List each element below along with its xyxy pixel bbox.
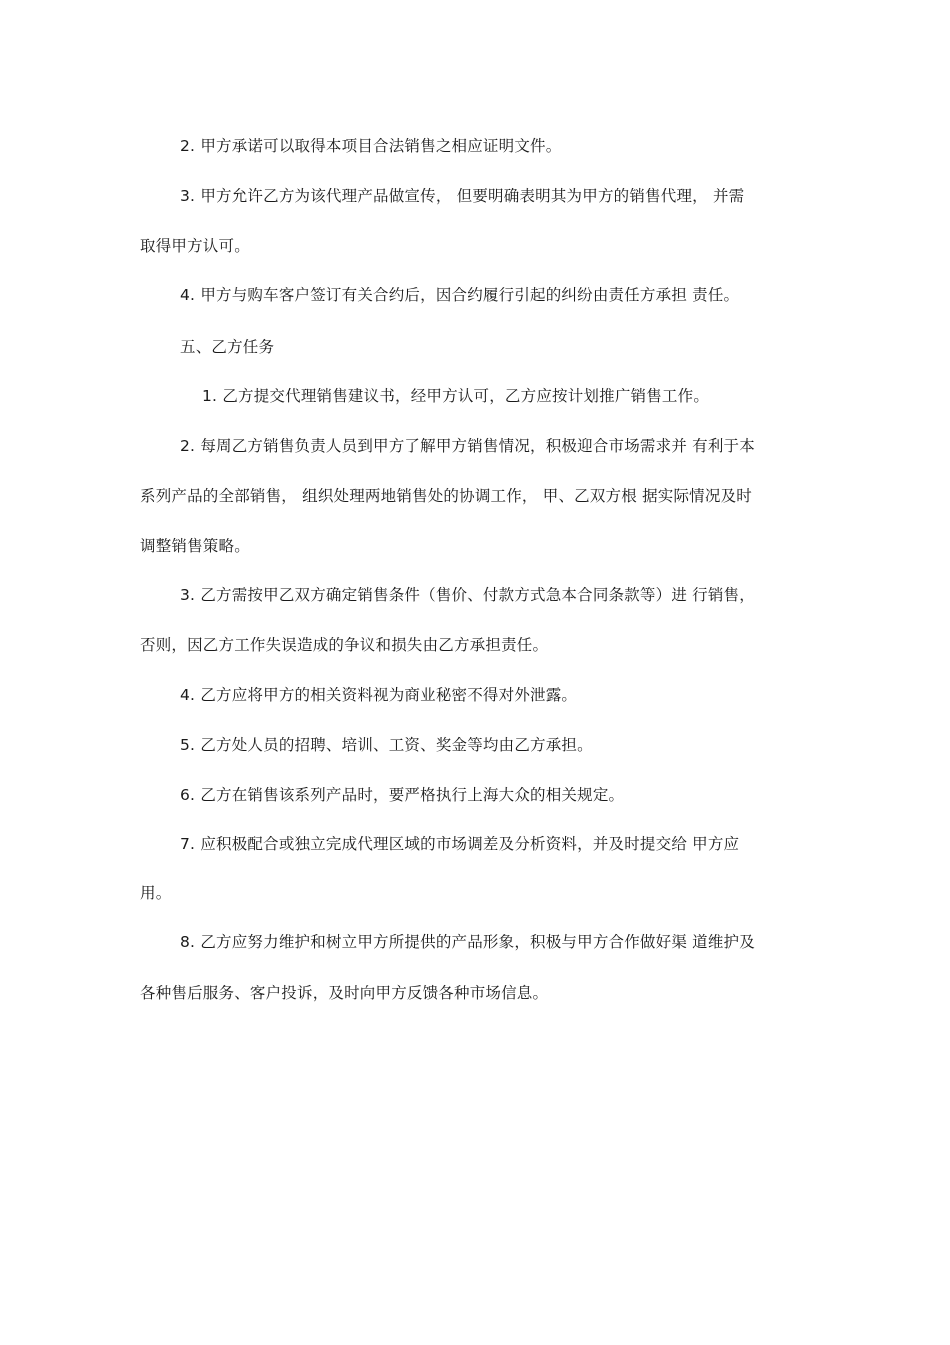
paragraph-line: 6. 乙方在销售该系列产品时，要严格执行上海大众的相关规定。 — [180, 786, 625, 804]
paragraph-line: 取得甲方认可。 — [140, 237, 250, 255]
paragraph-line: 3. 甲方允许乙方为该代理产品做宣传， 但要明确表明其为甲方的销售代理， 并需 — [180, 187, 745, 205]
paragraph-line: 1. 乙方提交代理销售建议书，经甲方认可，乙方应按计划推广销售工作。 — [202, 387, 710, 405]
paragraph-line: 5. 乙方处人员的招聘、培训、工资、奖金等均由乙方承担。 — [180, 736, 593, 754]
paragraph-line: 4. 甲方与购车客户签订有关合约后，因合约履行引起的纠纷由责任方承担 责任。 — [180, 286, 740, 304]
paragraph-line: 3. 乙方需按甲乙双方确定销售条件（售价、付款方式急本合同条款等）进 行销售， — [180, 586, 755, 604]
paragraph-line: 否则，因乙方工作失误造成的争议和损失由乙方承担责任。 — [140, 636, 549, 654]
paragraph-line: 2. 每周乙方销售负责人员到甲方了解甲方销售情况，积极迎合市场需求并 有利于本 — [180, 437, 755, 455]
paragraph-line: 7. 应积极配合或独立完成代理区域的市场调差及分析资料，并及时提交给 甲方应 — [180, 835, 740, 853]
paragraph-line: 调整销售策略。 — [140, 537, 250, 555]
section-heading: 五、乙方任务 — [180, 338, 275, 356]
paragraph-line: 系列产品的全部销售， 组织处理两地销售处的协调工作， 甲、乙双方根 据实际情况及时 — [140, 487, 752, 505]
paragraph-line: 各种售后服务、客户投诉，及时向甲方反馈各种市场信息。 — [140, 984, 549, 1002]
paragraph-line: 用。 — [140, 884, 172, 902]
paragraph-line: 2. 甲方承诺可以取得本项目合法销售之相应证明文件。 — [180, 137, 562, 155]
paragraph-line: 8. 乙方应努力维护和树立甲方所提供的产品形象，积极与甲方合作做好渠 道维护及 — [180, 933, 755, 951]
paragraph-line: 4. 乙方应将甲方的相关资料视为商业秘密不得对外泄露。 — [180, 686, 578, 704]
